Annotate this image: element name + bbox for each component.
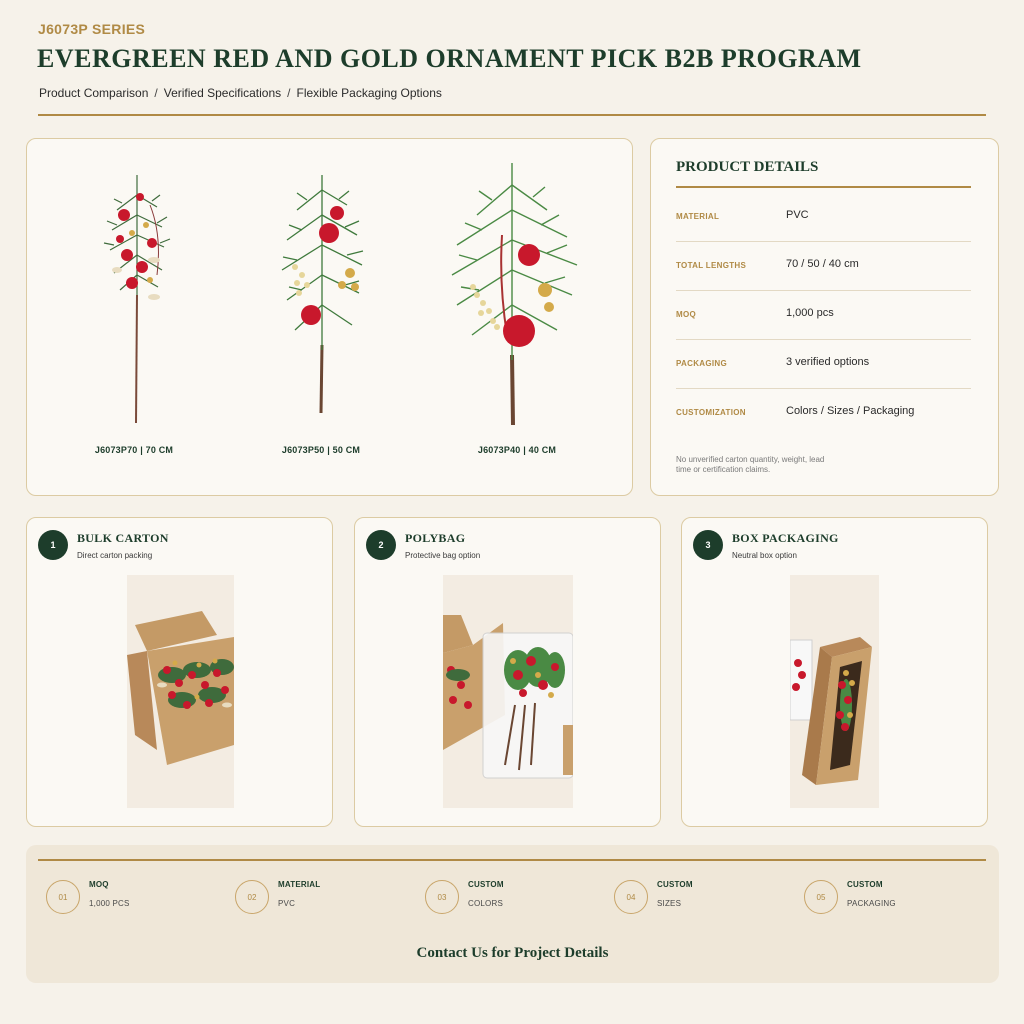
- contact-cta[interactable]: Contact Us for Project Details: [416, 945, 609, 961]
- product-label-p50: J6073P50 | 50 CM: [281, 445, 361, 455]
- packaging-card-bulk-carton[interactable]: [26, 517, 333, 827]
- detail-value: 70 / 50 / 40 cm: [786, 258, 859, 270]
- feature-number: 04: [614, 880, 648, 914]
- feature-number: 02: [235, 880, 269, 914]
- features-footer: [26, 845, 999, 983]
- feature-number: 05: [804, 880, 838, 914]
- breadcrumb-separator: /: [287, 86, 291, 100]
- polybag-illustration: [443, 575, 573, 808]
- feature-key: CUSTOM: [657, 880, 693, 889]
- detail-key: MOQ: [676, 310, 697, 319]
- detail-row-material: [676, 193, 971, 242]
- polybag-photo: [443, 575, 573, 808]
- feature-key: MATERIAL: [278, 880, 321, 889]
- series-label: J6073P SERIES: [38, 21, 146, 37]
- packaging-subtitle: Direct carton packing: [77, 551, 153, 560]
- feature-value: 1,000 PCS: [89, 899, 130, 908]
- feature-key: CUSTOM: [468, 880, 504, 889]
- detail-value: 1,000 pcs: [786, 307, 834, 319]
- product-details-card: [650, 138, 999, 496]
- breadcrumb-item-specifications[interactable]: Verified Specifications: [163, 86, 282, 100]
- detail-value: 3 verified options: [786, 356, 870, 368]
- feature-number: 01: [46, 880, 80, 914]
- feature-custom-colors: [425, 880, 605, 916]
- packaging-card-polybag[interactable]: [354, 517, 661, 827]
- breadcrumb-separator: /: [154, 86, 158, 100]
- feature-moq: [46, 880, 226, 916]
- step-number-badge: 1: [38, 530, 68, 560]
- box-packaging-photo: [790, 575, 879, 808]
- breadcrumb-item-comparison[interactable]: Product Comparison: [39, 86, 149, 100]
- packaging-subtitle: Neutral box option: [732, 551, 797, 560]
- product-image-p40[interactable]: [437, 155, 587, 445]
- details-divider: [676, 186, 971, 188]
- feature-number: 03: [425, 880, 459, 914]
- step-number-badge: 3: [693, 530, 723, 560]
- product-label-p70: J6073P70 | 70 CM: [94, 445, 174, 455]
- pick-70-illustration: [62, 155, 212, 435]
- product-comparison-card: [26, 138, 633, 496]
- step-number-badge: 2: [366, 530, 396, 560]
- product-image-p50[interactable]: [247, 155, 397, 445]
- header-divider: [38, 114, 986, 116]
- detail-row-packaging: [676, 340, 971, 389]
- details-disclaimer: No unverified carton quantity, weight, lead time or certification claims.: [676, 455, 825, 474]
- feature-custom-packaging: [804, 880, 984, 916]
- packaging-title: BULK CARTON: [77, 531, 169, 545]
- carton-box-illustration: [127, 575, 234, 808]
- window-box-illustration: [790, 575, 879, 808]
- pick-50-illustration: [247, 155, 397, 435]
- feature-value: COLORS: [468, 899, 503, 908]
- packaging-subtitle: Protective bag option: [405, 551, 481, 560]
- feature-material: [235, 880, 415, 916]
- details-title: PRODUCT DETAILS: [676, 159, 819, 175]
- feature-value: SIZES: [657, 899, 682, 908]
- detail-key: PACKAGING: [676, 359, 727, 368]
- breadcrumb: [39, 86, 442, 100]
- feature-value: PACKAGING: [847, 899, 896, 908]
- pick-40-illustration: [437, 155, 587, 435]
- packaging-title: BOX PACKAGING: [732, 531, 839, 545]
- detail-key: CUSTOMIZATION: [676, 408, 746, 417]
- feature-key: CUSTOM: [847, 880, 883, 889]
- breadcrumb-item-packaging[interactable]: Flexible Packaging Options: [296, 86, 442, 100]
- feature-key: MOQ: [89, 880, 109, 889]
- detail-key: TOTAL LENGTHS: [676, 261, 747, 270]
- product-label-p40: J6073P40 | 40 CM: [477, 445, 557, 455]
- page-title: EVERGREEN RED AND GOLD ORNAMENT PICK B2B PROGRAM: [37, 44, 862, 73]
- detail-value: Colors / Sizes / Packaging: [786, 405, 915, 417]
- packaging-title: POLYBAG: [405, 531, 466, 545]
- detail-row-moq: [676, 291, 971, 340]
- detail-row-customization: [676, 389, 971, 438]
- detail-row-lengths: [676, 242, 971, 291]
- feature-custom-sizes: [614, 880, 794, 916]
- bulk-carton-photo: [127, 575, 234, 808]
- footer-divider: [38, 859, 986, 861]
- detail-value: PVC: [786, 209, 809, 221]
- product-image-p70[interactable]: [62, 155, 212, 445]
- feature-value: PVC: [278, 899, 296, 908]
- packaging-card-box[interactable]: [681, 517, 988, 827]
- detail-key: MATERIAL: [676, 212, 720, 221]
